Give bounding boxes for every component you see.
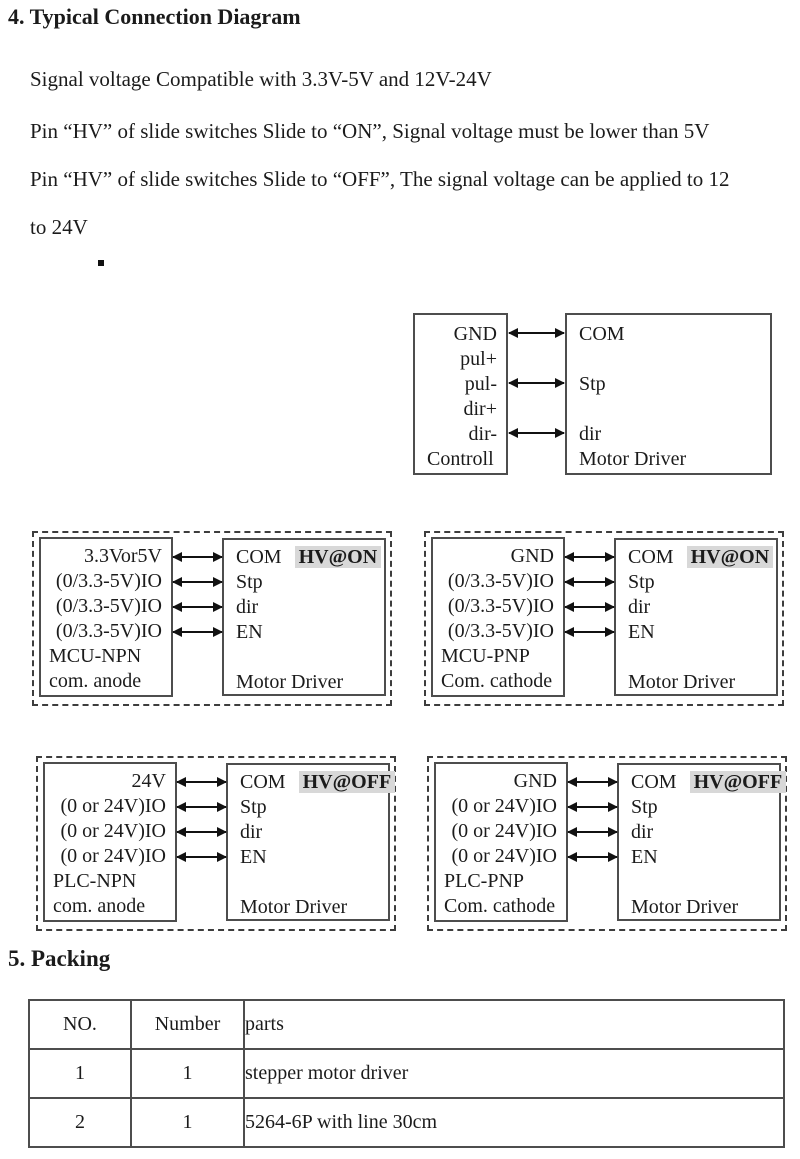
pin-label: Stp	[631, 796, 658, 818]
pin-label: EN	[240, 846, 267, 868]
pin-label: 3.3Vor5V	[84, 545, 162, 567]
pin-label: (0 or 24V)IO	[60, 795, 166, 817]
motor-driver-box	[614, 538, 778, 696]
pin-label: pul-	[464, 373, 497, 395]
cell-number: 1	[131, 1098, 244, 1147]
pin-label: dir+	[463, 398, 497, 420]
double-arrow	[173, 556, 222, 558]
cell-no: 1	[29, 1049, 131, 1098]
double-arrow	[565, 606, 614, 608]
cell-parts: 5264-6P with line 30cm	[244, 1098, 784, 1147]
double-arrow	[565, 631, 614, 633]
pin-label: dir	[240, 821, 263, 843]
diagram-plc-pnp	[427, 756, 787, 931]
motor-driver-box	[617, 763, 781, 921]
double-arrow	[177, 781, 226, 783]
packing-table	[28, 999, 785, 1148]
motor-driver-label: Motor Driver	[628, 671, 736, 693]
source-type-label: PLC-PNP	[444, 870, 525, 892]
source-type-label: MCU-PNP	[441, 645, 530, 667]
diagram-plc-npn	[36, 756, 396, 931]
intro-line-1: Signal voltage Compatible with 3.3V-5V and 12V-24V	[30, 67, 492, 91]
source-mode-label: com. anode	[49, 670, 142, 692]
hv-badge: HV@OFF	[690, 771, 787, 793]
intro-line-4: to 24V	[30, 215, 88, 239]
pin-label: EN	[631, 846, 658, 868]
section-5-heading: 5. Packing	[8, 946, 111, 971]
pin-label: GND	[453, 323, 497, 345]
controller-label: Controll	[427, 448, 494, 470]
pin-label: (0/3.3-5V)IO	[55, 570, 162, 592]
pin-label: dir	[579, 423, 602, 445]
double-arrow	[509, 432, 564, 434]
pin-label: (0 or 24V)IO	[451, 795, 557, 817]
pin-label: COM	[628, 546, 674, 568]
double-arrow	[509, 382, 564, 384]
cell-no: 2	[29, 1098, 131, 1147]
com-row	[619, 770, 783, 795]
section-4-heading: 4. Typical Connection Diagram	[8, 4, 301, 29]
motor-driver-box	[222, 538, 386, 696]
intro-line-3: Pin “HV” of slide switches Slide to “OFF”, The signal voltage can be applied to 12	[30, 167, 730, 191]
motor-driver-box	[226, 763, 390, 921]
com-row	[224, 545, 384, 570]
pin-label: dir	[631, 821, 654, 843]
com-row	[616, 545, 776, 570]
source-type-label: PLC-NPN	[53, 870, 137, 892]
diagram-mcu-npn	[32, 531, 392, 706]
header-parts: parts	[244, 1000, 784, 1049]
cell-number: 1	[131, 1049, 244, 1098]
motor-driver-label: Motor Driver	[631, 896, 739, 918]
pin-label: (0/3.3-5V)IO	[55, 620, 162, 642]
source-mode-label: Com. cathode	[444, 895, 556, 917]
pin-label: dir-	[468, 423, 497, 445]
source-type-label: MCU-NPN	[49, 645, 142, 667]
header-number: Number	[131, 1000, 244, 1049]
double-arrow	[173, 631, 222, 633]
pin-label: GND	[513, 770, 557, 792]
pin-label: (0 or 24V)IO	[451, 820, 557, 842]
com-row	[228, 770, 392, 795]
pin-label: Stp	[628, 571, 655, 593]
pin-label: (0/3.3-5V)IO	[447, 620, 554, 642]
pin-label: (0 or 24V)IO	[451, 845, 557, 867]
source-mode-label: Com. cathode	[441, 670, 553, 692]
double-arrow	[568, 781, 617, 783]
hv-badge: HV@OFF	[299, 771, 396, 793]
double-arrow	[177, 856, 226, 858]
cell-parts: stepper motor driver	[244, 1049, 784, 1098]
pin-label: (0/3.3-5V)IO	[55, 595, 162, 617]
pin-label: EN	[628, 621, 655, 643]
pin-label: COM	[579, 323, 625, 345]
stray-dot	[98, 260, 104, 266]
controller-box	[413, 313, 508, 475]
double-arrow	[568, 806, 617, 808]
pin-label: dir	[236, 596, 259, 618]
motor-driver-label: Motor Driver	[236, 671, 344, 693]
pin-label: pul+	[460, 348, 497, 370]
pin-label: (0 or 24V)IO	[60, 820, 166, 842]
hv-badge: HV@ON	[295, 546, 382, 568]
pin-label: Stp	[240, 796, 267, 818]
source-mode-label: com. anode	[53, 895, 146, 917]
pin-label: EN	[236, 621, 263, 643]
pin-label: dir	[628, 596, 651, 618]
double-arrow	[177, 806, 226, 808]
pin-label: (0/3.3-5V)IO	[447, 570, 554, 592]
source-box	[434, 762, 568, 922]
table-header-row	[29, 1000, 784, 1049]
pin-label: Stp	[236, 571, 263, 593]
header-no: NO.	[29, 1000, 131, 1049]
pin-label: COM	[236, 546, 282, 568]
pin-label: COM	[631, 771, 677, 793]
table-row	[29, 1098, 784, 1147]
motor-driver-label: Motor Driver	[240, 896, 348, 918]
double-arrow	[509, 332, 564, 334]
table-row	[29, 1049, 784, 1098]
hv-badge: HV@ON	[687, 546, 774, 568]
pin-label: (0 or 24V)IO	[60, 845, 166, 867]
double-arrow	[565, 581, 614, 583]
pin-label: Stp	[579, 373, 606, 395]
intro-line-2: Pin “HV” of slide switches Slide to “ON”, Signal voltage must be lower than 5V	[30, 119, 710, 143]
pin-label: (0/3.3-5V)IO	[447, 595, 554, 617]
source-box	[431, 537, 565, 697]
source-box	[39, 537, 173, 697]
pin-label: 24V	[131, 770, 166, 792]
diagram-mcu-pnp	[424, 531, 784, 706]
double-arrow	[177, 831, 226, 833]
double-arrow	[173, 581, 222, 583]
pin-label: GND	[510, 545, 554, 567]
double-arrow	[565, 556, 614, 558]
motor-driver-label: Motor Driver	[579, 448, 687, 470]
pin-label: COM	[240, 771, 286, 793]
double-arrow	[568, 831, 617, 833]
double-arrow	[568, 856, 617, 858]
double-arrow	[173, 606, 222, 608]
source-box	[43, 762, 177, 922]
motor-driver-box	[565, 313, 772, 475]
